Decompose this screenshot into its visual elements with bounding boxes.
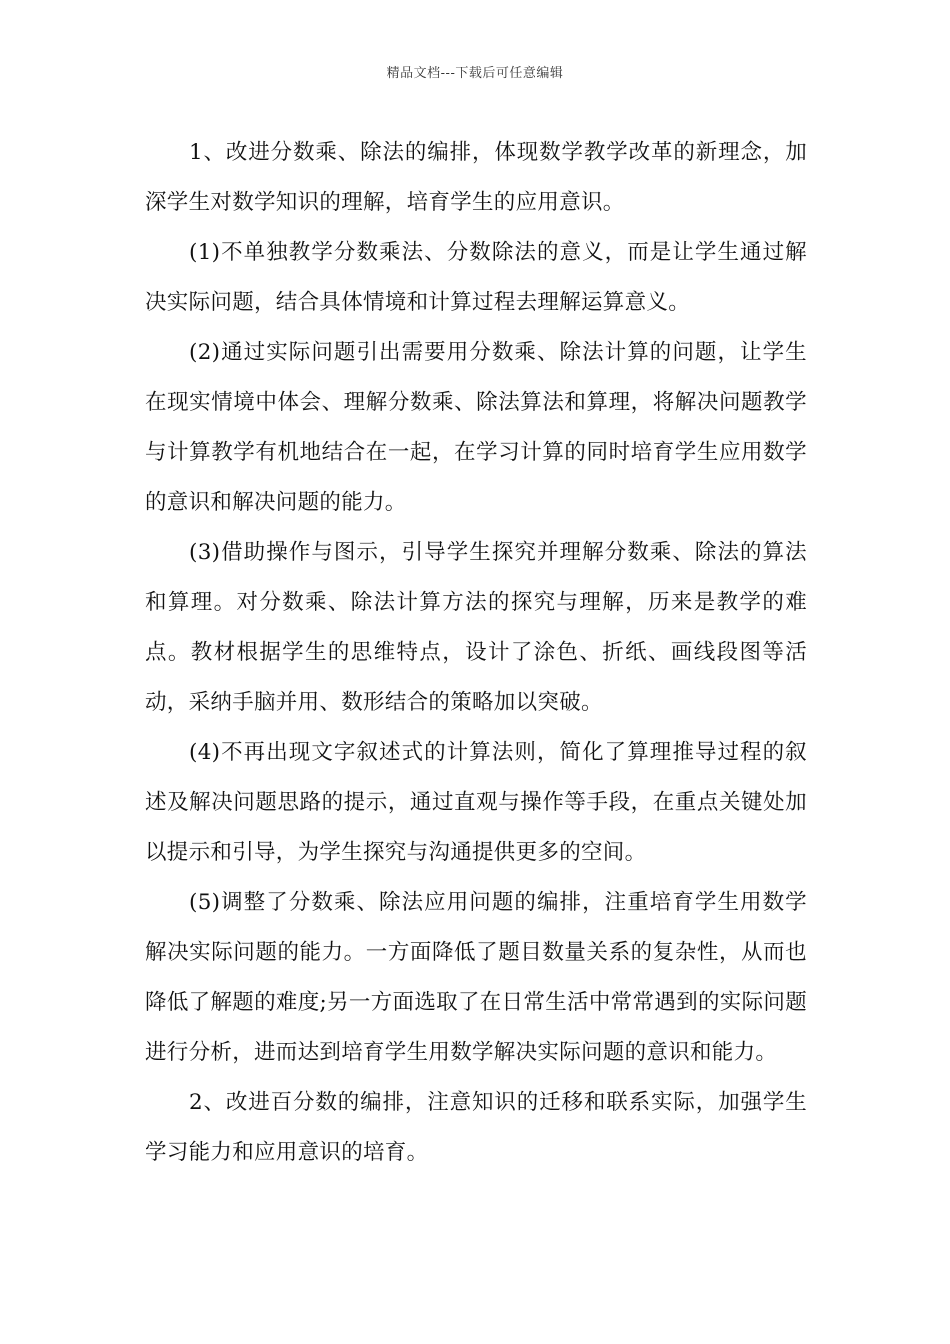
paragraph-5: (4)不再出现文字叙述式的计算法则，简化了算理推导过程的叙述及解决问题思路的提示，通过直观与操作等手段，在重点关键处加以提示和引导，为学生探究与沟通提供更多的空间。 [145,740,807,865]
page-header: 精品文档---下载后可任意编辑 [386,66,564,81]
paragraph-3: (2)通过实际问题引出需要用分数乘、除法计算的问题，让学生在现实情境中体会、理解分数乘、除法算法和算理，将解决问题教学与计算教学有机地结合在一起，在学习计算的同时培育学生应用数学的意识和解决问题的能力。 [145,340,807,515]
paragraph-6: (5)调整了分数乘、除法应用问题的编排，注重培育学生用数学解决实际问题的能力。一方面降低了题目数量关系的复杂性，从而也降低了解题的难度;另一方面选取了在日常生活中常常遇到的实际问题进行分析，进而达到培育学生用数学解决实际问题的意识和能力。 [145,890,807,1065]
paragraph-1: 1、改进分数乘、除法的编排，体现数学教学改革的新理念，加深学生对数学知识的理解，培育学生的应用意识。 [145,140,807,215]
paragraph-4: (3)借助操作与图示，引导学生探究并理解分数乘、除法的算法和算理。对分数乘、除法计算方法的探究与理解，历来是教学的难点。教材根据学生的思维特点，设计了涂色、折纸、画线段图等活动，采纳手脑并用、数形结合的策略加以突破。 [145,540,807,715]
paragraph-2: (1)不单独教学分数乘法、分数除法的意义，而是让学生通过解决实际问题，结合具体情境和计算过程去理解运算意义。 [145,240,807,315]
paragraph-7: 2、改进百分数的编排，注意知识的迁移和联系实际，加强学生学习能力和应用意识的培育。 [145,1090,807,1165]
document-body [145,128,807,1178]
